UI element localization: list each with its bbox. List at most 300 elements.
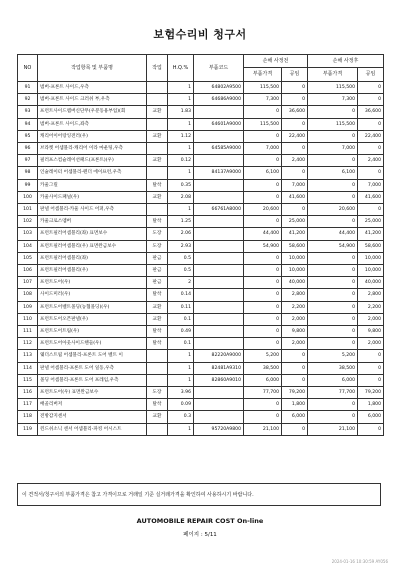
cell-after-labor: 41,200 [358, 228, 384, 240]
cell-no: 109 [18, 301, 38, 313]
cell-no: 92 [18, 94, 38, 106]
table-row [18, 167, 384, 179]
cell-hq: 0.1 [168, 338, 194, 350]
cell-hq: 1 [168, 374, 194, 386]
cell-work-type [147, 350, 168, 362]
cell-after-part-price: 0 [308, 191, 358, 203]
table-row [18, 82, 384, 94]
table-row [18, 350, 384, 362]
cell-after-part-price: 0 [308, 265, 358, 277]
cell-part-code [194, 191, 244, 203]
table-row [18, 301, 384, 313]
cell-part-code [194, 338, 244, 350]
table-row [18, 362, 384, 374]
cell-after-part-price: 0 [308, 277, 358, 289]
cell-no: 101 [18, 204, 38, 216]
cell-work-type [147, 94, 168, 106]
cell-after-part-price: 0 [308, 130, 358, 142]
cell-before-part-price: 0 [244, 277, 282, 289]
header-hq: H.Q.% [168, 55, 194, 82]
cell-part-code: 84137A9000 [194, 167, 244, 179]
cell-item-name: 판넬 어셈블리-프론트 도어 일동,우측 [38, 362, 147, 374]
cell-before-part-price: 0 [244, 289, 282, 301]
cell-no: 106 [18, 265, 38, 277]
cell-part-code [194, 399, 244, 411]
cell-work-type: 판금 [147, 252, 168, 264]
table-row [18, 387, 384, 399]
cell-item-name: 범버-프론트 사이드 크러쉬 부,우측 [38, 94, 147, 106]
cell-item-name: 카울사이드패널(우) [38, 191, 147, 203]
cell-part-code [194, 326, 244, 338]
cell-part-code [194, 240, 244, 252]
cell-no: 113 [18, 350, 38, 362]
cell-before-part-price: 0 [244, 338, 282, 350]
cell-after-labor: 1,800 [358, 399, 384, 411]
header-code: 부품코드 [194, 55, 244, 82]
cell-before-part-price: 0 [244, 179, 282, 191]
table-row [18, 411, 384, 423]
cell-after-labor: 0 [358, 374, 384, 386]
cell-before-part-price: 0 [244, 265, 282, 277]
cell-before-part-price: 0 [244, 399, 282, 411]
cell-work-type: 도장 [147, 387, 168, 399]
cell-hq: 1.83 [168, 106, 194, 118]
cell-no: 117 [18, 399, 38, 411]
cell-item-name: 배골리버저 [38, 399, 147, 411]
header-item: 작업항목 및 부품명 [38, 55, 147, 82]
cell-no: 93 [18, 106, 38, 118]
table-row [18, 143, 384, 155]
cell-work-type [147, 82, 168, 94]
cell-after-part-price: 0 [308, 155, 358, 167]
cell-before-part-price: 0 [244, 411, 282, 423]
cell-before-labor: 0 [282, 374, 308, 386]
cell-no: 95 [18, 130, 38, 142]
table-row [18, 265, 384, 277]
cell-before-part-price: 44,400 [244, 228, 282, 240]
cell-no: 108 [18, 289, 38, 301]
cell-before-labor: 0 [282, 143, 308, 155]
cell-hq: 0.5 [168, 265, 194, 277]
cell-item-name: 프런트도어아웃사이드핸들(우) [38, 338, 147, 350]
cell-item-name: 프런트도어트림(우) [38, 326, 147, 338]
header-after-labor: 공임 [358, 68, 384, 82]
cell-after-part-price: 0 [308, 313, 358, 325]
cell-hq: 2.08 [168, 191, 194, 203]
cell-hq: 0.11 [168, 301, 194, 313]
cell-part-code: 82860A9010 [194, 374, 244, 386]
cell-work-type: 판금 [147, 277, 168, 289]
cell-no: 100 [18, 191, 38, 203]
cell-after-labor: 0 [358, 204, 384, 216]
cell-after-labor: 0 [358, 423, 384, 435]
cell-no: 111 [18, 326, 38, 338]
cell-after-labor: 0 [358, 362, 384, 374]
cell-after-part-price: 0 [308, 301, 358, 313]
document-title: 보험수리비 청구서 [153, 28, 247, 41]
cell-after-labor: 22,400 [358, 130, 384, 142]
cell-before-part-price: 0 [244, 130, 282, 142]
cell-after-part-price: 0 [308, 106, 358, 118]
cell-part-code: 64802A9500 [194, 82, 244, 94]
cell-after-labor: 2,000 [358, 313, 384, 325]
table-row [18, 179, 384, 191]
cell-after-part-price: 77,700 [308, 387, 358, 399]
header-no: NO [18, 55, 38, 82]
table-row [18, 423, 384, 435]
cell-after-part-price: 0 [308, 326, 358, 338]
cell-hq: 0.3 [168, 411, 194, 423]
cell-part-code: 66761A8000 [194, 204, 244, 216]
cell-hq: 0.1 [168, 313, 194, 325]
cell-after-labor: 40,000 [358, 277, 384, 289]
cell-part-code [194, 228, 244, 240]
cell-part-code [194, 179, 244, 191]
cell-after-labor: 7,000 [358, 179, 384, 191]
cell-before-part-price: 0 [244, 155, 282, 167]
cell-hq: 1 [168, 350, 194, 362]
cell-before-part-price: 20,600 [244, 204, 282, 216]
cell-work-type: 교환 [147, 301, 168, 313]
cell-before-labor: 25,000 [282, 216, 308, 228]
cell-before-part-price: 0 [244, 313, 282, 325]
cell-after-part-price: 7,300 [308, 94, 358, 106]
cell-item-name: 사이드미러(우) [38, 289, 147, 301]
cell-no: 99 [18, 179, 38, 191]
cell-no: 118 [18, 411, 38, 423]
cell-part-code [194, 155, 244, 167]
cell-before-part-price: 7,000 [244, 143, 282, 155]
cell-work-type: 교환 [147, 130, 168, 142]
cell-before-labor: 2,800 [282, 289, 308, 301]
cell-before-labor: 79,200 [282, 387, 308, 399]
cell-no: 94 [18, 118, 38, 130]
cell-after-part-price: 0 [308, 289, 358, 301]
cell-no: 102 [18, 216, 38, 228]
cell-no: 112 [18, 338, 38, 350]
cell-hq: 1 [168, 82, 194, 94]
page-number: 페이지 : 5/11 [183, 532, 217, 538]
cell-after-labor: 0 [358, 118, 384, 130]
cell-item-name: 판넬 어셈블리-카울 사이드 어퍼,우측 [38, 204, 147, 216]
cell-before-part-price: 0 [244, 106, 282, 118]
cell-hq: 1 [168, 167, 194, 179]
cell-no: 96 [18, 143, 38, 155]
cell-item-name: 프런트필러어셈블리(우) [38, 265, 147, 277]
cell-after-labor: 25,000 [358, 216, 384, 228]
header-before: 손해 사정전 [244, 55, 308, 68]
cell-after-labor: 0 [358, 350, 384, 362]
cell-after-labor: 2,800 [358, 289, 384, 301]
cell-hq: 0.35 [168, 179, 194, 191]
cell-before-part-price: 6,100 [244, 167, 282, 179]
cell-no: 105 [18, 252, 38, 264]
cell-before-part-price: 5,200 [244, 350, 282, 362]
cell-work-type: 탈착 [147, 216, 168, 228]
table-row [18, 94, 384, 106]
cell-after-part-price: 0 [308, 216, 358, 228]
cell-after-part-price: 115,500 [308, 82, 358, 94]
cell-hq: 0.09 [168, 399, 194, 411]
cell-item-name: 카울크로스멤버 [38, 216, 147, 228]
cell-after-labor: 2,200 [358, 301, 384, 313]
cell-no: 110 [18, 313, 38, 325]
cell-after-labor: 58,600 [358, 240, 384, 252]
cell-work-type: 탈착 [147, 289, 168, 301]
table-row [18, 155, 384, 167]
cell-no: 97 [18, 155, 38, 167]
cell-before-labor: 2,000 [282, 338, 308, 350]
table-row [18, 338, 384, 350]
cell-part-code: 82481A9310 [194, 362, 244, 374]
table-row [18, 326, 384, 338]
table-row [18, 130, 384, 142]
cell-hq: 2 [168, 277, 194, 289]
cell-item-name: 프런트사이드멤버신단무(우분동용부업)(회 [38, 106, 147, 118]
cell-before-labor: 2,200 [282, 301, 308, 313]
cell-item-name: 카울그릴 [38, 179, 147, 191]
cell-no: 104 [18, 240, 38, 252]
cell-item-name: 프런트필러어셈블리(좌) [38, 252, 147, 264]
cell-item-name: 프런트도어벨트몰딩(농협몰딩)(우) [38, 301, 147, 313]
cell-before-labor: 22,400 [282, 130, 308, 142]
cell-no: 114 [18, 362, 38, 374]
cell-item-name: 프런트도어(우) 표면완금보수 [38, 387, 147, 399]
cell-hq: 3.96 [168, 387, 194, 399]
table-row [18, 204, 384, 216]
table-row [18, 191, 384, 203]
cell-before-labor: 0 [282, 362, 308, 374]
cell-work-type: 탈착 [147, 179, 168, 191]
table-row [18, 374, 384, 386]
cell-item-name: 캐리어이어랑잉전러(우) [38, 130, 147, 142]
cell-work-type [147, 118, 168, 130]
cell-before-labor: 0 [282, 204, 308, 216]
cell-hq: 1 [168, 94, 194, 106]
cell-before-labor: 0 [282, 350, 308, 362]
cell-hq: 1 [168, 204, 194, 216]
cell-hq: 1 [168, 118, 194, 130]
cell-work-type [147, 143, 168, 155]
cell-work-type: 도장 [147, 240, 168, 252]
cell-before-part-price: 77,700 [244, 387, 282, 399]
header-work: 작업 [147, 55, 168, 82]
cell-part-code [194, 313, 244, 325]
cell-before-part-price: 115,500 [244, 118, 282, 130]
header-after-part-price: 부품가격 [308, 68, 358, 82]
cell-hq: 1.25 [168, 216, 194, 228]
cell-item-name: 브라켓 어셈블리-캐리어 이라 마운팅,우측 [38, 143, 147, 155]
cell-part-code: 95720A9800 [194, 423, 244, 435]
cell-hq: 1 [168, 143, 194, 155]
cell-hq: 2.06 [168, 228, 194, 240]
table-row [18, 106, 384, 118]
cell-item-name: 프런트도어(우) [38, 277, 147, 289]
table-row [18, 399, 384, 411]
cell-item-name: 인슐레이터 어셈블리-펜더 에이프런,우측 [38, 167, 147, 179]
cell-part-code [194, 130, 244, 142]
header-before-part-price: 부품가격 [244, 68, 282, 82]
cell-work-type: 교환 [147, 155, 168, 167]
cell-before-part-price: 21,100 [244, 423, 282, 435]
cell-part-code [194, 411, 244, 423]
cell-work-type [147, 362, 168, 374]
cell-item-name: 웨더스트립 어셈블리-프론트 도어 벨트 이 [38, 350, 147, 362]
cell-after-labor: 79,200 [358, 387, 384, 399]
cell-part-code: 64686A9000 [194, 94, 244, 106]
cell-work-type: 교환 [147, 313, 168, 325]
cell-before-part-price: 115,500 [244, 82, 282, 94]
cell-work-type: 도장 [147, 228, 168, 240]
cell-before-part-price: 6,000 [244, 374, 282, 386]
cell-after-labor: 0 [358, 94, 384, 106]
cell-work-type [147, 374, 168, 386]
cell-hq: 0.12 [168, 155, 194, 167]
cell-before-part-price: 0 [244, 216, 282, 228]
cell-item-name: 범버-프론트 사이드,좌측 [38, 118, 147, 130]
cell-part-code [194, 277, 244, 289]
cell-after-labor: 0 [358, 167, 384, 179]
table-row [18, 216, 384, 228]
table-row [18, 228, 384, 240]
cell-after-labor: 0 [358, 82, 384, 94]
cell-part-code: 82220A9000 [194, 350, 244, 362]
cell-work-type [147, 204, 168, 216]
table-row [18, 313, 384, 325]
cell-no: 115 [18, 374, 38, 386]
cell-before-labor: 36,600 [282, 106, 308, 118]
cell-item-name: 프런트도어오픈판넬(우) [38, 313, 147, 325]
cell-before-labor: 2,400 [282, 155, 308, 167]
cell-after-labor: 2,400 [358, 155, 384, 167]
cell-hq: 1 [168, 362, 194, 374]
cell-hq: 0.49 [168, 326, 194, 338]
cell-part-code: 64585A9000 [194, 143, 244, 155]
cell-after-part-price: 6,000 [308, 374, 358, 386]
cell-before-part-price: 0 [244, 326, 282, 338]
cell-before-labor: 1,800 [282, 399, 308, 411]
cell-after-labor: 41,600 [358, 191, 384, 203]
cell-before-labor: 0 [282, 94, 308, 106]
price-notice: 이 견적서/청구서의 부품가격은 참고 가격이므로 거래일 기준 실거래가격을 확인하여 사용하시기 바랍니다. [17, 483, 381, 506]
cell-before-labor: 40,000 [282, 277, 308, 289]
cell-part-code [194, 106, 244, 118]
cell-part-code [194, 216, 244, 228]
cell-after-labor: 6,000 [358, 411, 384, 423]
table-row [18, 252, 384, 264]
cell-part-code [194, 265, 244, 277]
cell-before-part-price: 0 [244, 301, 282, 313]
cell-hq: 0.5 [168, 252, 194, 264]
cell-after-part-price: 0 [308, 411, 358, 423]
cell-part-code [194, 387, 244, 399]
cell-before-labor: 41,200 [282, 228, 308, 240]
cell-after-labor: 36,600 [358, 106, 384, 118]
cell-before-labor: 0 [282, 167, 308, 179]
cell-after-part-price: 54,900 [308, 240, 358, 252]
cell-before-part-price: 0 [244, 252, 282, 264]
cell-before-labor: 0 [282, 118, 308, 130]
cell-item-name: 프런트필러어셈블리(좌) 표면보수 [38, 228, 147, 240]
cell-item-name: 필러프스컴슐레이션패드(프론트)(우) [38, 155, 147, 167]
cell-before-part-price: 7,300 [244, 94, 282, 106]
table-body [18, 82, 384, 436]
cell-no: 98 [18, 167, 38, 179]
footer-title: AUTOMOBILE REPAIR COST On-line [136, 517, 264, 525]
cell-before-labor: 2,000 [282, 313, 308, 325]
cell-no: 119 [18, 423, 38, 435]
cell-item-name: 윈드쉬소닉 센서 어셈블리-파킹 어시스트 [38, 423, 147, 435]
cell-item-name: 전방감지센서 [38, 411, 147, 423]
cell-no: 107 [18, 277, 38, 289]
cell-after-labor: 0 [358, 143, 384, 155]
cell-before-labor: 0 [282, 423, 308, 435]
cell-work-type: 탈착 [147, 326, 168, 338]
cell-before-part-price: 38,500 [244, 362, 282, 374]
cell-part-code [194, 289, 244, 301]
cell-after-part-price: 6,100 [308, 167, 358, 179]
cell-work-type [147, 167, 168, 179]
cell-after-part-price: 20,600 [308, 204, 358, 216]
cell-before-labor: 7,000 [282, 179, 308, 191]
cell-hq: 1.12 [168, 130, 194, 142]
cell-before-labor: 58,600 [282, 240, 308, 252]
cell-item-name: 프런트필러어셈블리(우) 표면완금보수 [38, 240, 147, 252]
cell-hq: 2.93 [168, 240, 194, 252]
table-row [18, 289, 384, 301]
cell-item-name: 범버-프론트 사이드,우측 [38, 82, 147, 94]
repair-cost-table [17, 54, 384, 436]
cell-work-type: 교환 [147, 191, 168, 203]
cell-work-type [147, 423, 168, 435]
cell-before-part-price: 54,900 [244, 240, 282, 252]
cell-after-part-price: 7,000 [308, 143, 358, 155]
cell-part-code: 64601A9000 [194, 118, 244, 130]
cell-before-labor: 9,800 [282, 326, 308, 338]
header-after: 손해 사정후 [308, 55, 384, 68]
cell-work-type: 판금 [147, 265, 168, 277]
table-row [18, 240, 384, 252]
cell-after-part-price: 0 [308, 252, 358, 264]
cell-before-part-price: 0 [244, 191, 282, 203]
cell-no: 91 [18, 82, 38, 94]
cell-after-part-price: 0 [308, 179, 358, 191]
cell-part-code [194, 252, 244, 264]
cell-hq: 0.14 [168, 289, 194, 301]
cell-item-name: 몰딩 어셈블리-프론트 도어 프레임,우측 [38, 374, 147, 386]
cell-work-type: 탈착 [147, 399, 168, 411]
table-row [18, 118, 384, 130]
cell-after-labor: 9,800 [358, 326, 384, 338]
cell-hq: 1 [168, 423, 194, 435]
cell-after-labor: 10,000 [358, 252, 384, 264]
header-before-labor: 공임 [282, 68, 308, 82]
cell-work-type: 탈착 [147, 338, 168, 350]
cell-after-part-price: 38,500 [308, 362, 358, 374]
cell-after-part-price: 0 [308, 399, 358, 411]
cell-after-part-price: 115,500 [308, 118, 358, 130]
cell-after-part-price: 21,100 [308, 423, 358, 435]
cell-after-part-price: 5,200 [308, 350, 358, 362]
cell-no: 116 [18, 387, 38, 399]
cell-after-part-price: 44,400 [308, 228, 358, 240]
table-row [18, 277, 384, 289]
cell-work-type: 교환 [147, 411, 168, 423]
cell-before-labor: 6,000 [282, 411, 308, 423]
cell-before-labor: 0 [282, 82, 308, 94]
cell-after-labor: 2,000 [358, 338, 384, 350]
cell-after-labor: 10,000 [358, 265, 384, 277]
